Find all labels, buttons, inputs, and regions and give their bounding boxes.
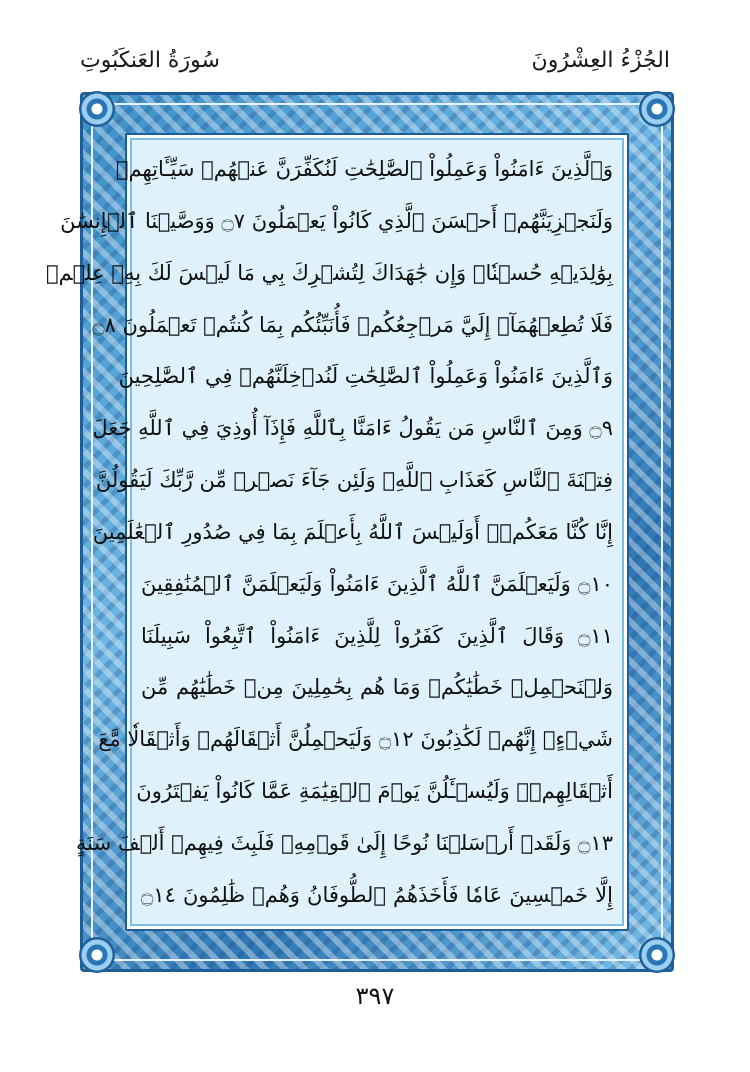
- text-line: فَلَا تُطِعۡهُمَآۚ إِلَيَّ مَرۡجِعُكُمۡ فَأُنَبِّئُكُم بِمَا كُنتُمۡ تَعۡمَلُونَ ۝٨: [92, 312, 613, 337]
- corner-ornament-icon: [639, 91, 675, 127]
- text-line: بِوَٰلِدَيۡهِ حُسۡنٗاۖ وَإِن جَٰهَدَاكَ لِتُشۡرِكَ بِي مَا لَيۡسَ لَكَ بِهِۦ عِلۡمٞ: [46, 260, 613, 285]
- quran-text-panel: [46, 133, 629, 931]
- text-line: إِنَّا كُنَّا مَعَكُمۡۚ أَوَلَيۡسَ ٱللَّهُ بِأَعۡلَمَ بِمَا فِي صُدُورِ ٱلۡعَٰلَمِينَ: [92, 519, 613, 544]
- text-line: شَيۡءٍۖ إِنَّهُمۡ لَكَٰذِبُونَ ۝١٢ وَلَيَحۡمِلُنَّ أَثۡقَالَهُمۡ وَأَثۡقَالٗا مَّعَ: [98, 727, 613, 752]
- page-number: ٣٩٧: [355, 982, 395, 1010]
- verse-lines: [46, 149, 613, 915]
- surah-title: سُورَةُ العَنكَبُوتِ: [80, 48, 220, 73]
- text-line: فِتۡنَةَ ٱلنَّاسِ كَعَذَابِ ٱللَّهِۖ وَلَئِن جَآءَ نَصۡرٞ مِّن رَّبِّكَ لَيَقُولُنَّ: [95, 468, 613, 493]
- corner-ornament-icon: [79, 91, 115, 127]
- text-line: أَثۡقَالِهِمۡۖ وَلَيُسۡـَٔلُنَّ يَوۡمَ ٱلۡقِيَٰمَةِ عَمَّا كَانُواْ يَفۡتَرُونَ: [136, 779, 613, 804]
- corner-ornament-icon: [639, 937, 675, 973]
- juz-title: الجُزْءُ العِشْرُونَ: [531, 48, 670, 73]
- text-line: وَٱلَّذِينَ ءَامَنُواْ وَعَمِلُواْ ٱلصَّٰلِحَٰتِ لَنُدۡخِلَنَّهُمۡ فِي ٱلصَّٰلِحِينَ: [118, 364, 613, 389]
- page-header: [80, 48, 670, 88]
- text-line: ۝٩ وَمِنَ ٱلنَّاسِ مَن يَقُولُ ءَامَنَّا بِٱللَّهِ فَإِذَآ أُوذِيَ فِي ٱللَّهِ جَعَلَ: [92, 416, 613, 441]
- text-line: ۝١٠ وَلَيَعۡلَمَنَّ ٱللَّهُ ٱلَّذِينَ ءَامَنُواْ وَلَيَعۡلَمَنَّ ٱلۡمُنَٰفِقِينَ: [141, 571, 613, 596]
- text-line: وَلۡنَحۡمِلۡ خَطَٰيَٰكُمۡ وَمَا هُم بِحَٰمِلِينَ مِنۡ خَطَٰيَٰهُم مِّن: [141, 675, 613, 700]
- text-line: ۝١٣ وَلَقَدۡ أَرۡسَلۡنَا نُوحًا إِلَىٰ قَوۡمِهِۦ فَلَبِثَ فِيهِمۡ أَلۡفَ سَنَةٍ: [76, 830, 613, 855]
- decorative-frame: [46, 92, 674, 972]
- text-line: إِلَّا خَمۡسِينَ عَامٗا فَأَخَذَهُمُ ٱلطُّوفَانُ وَهُمۡ ظَٰلِمُونَ ۝١٤: [141, 882, 613, 907]
- corner-ornament-icon: [79, 937, 115, 973]
- text-line: ۝١١ وَقَالَ ٱلَّذِينَ كَفَرُواْ لِلَّذِينَ ءَامَنُواْ ٱتَّبِعُواْ سَبِيلَنَا: [141, 623, 613, 648]
- text-line: وَلَنَجۡزِيَنَّهُمۡ أَحۡسَنَ ٱلَّذِي كَانُواْ يَعۡمَلُونَ ۝٧ وَوَصَّيۡنَا ٱلۡإِنسَٰنَ: [60, 208, 613, 233]
- text-line: وَٱلَّذِينَ ءَامَنُواْ وَعَمِلُواْ ٱلصَّٰلِحَٰتِ لَنُكَفِّرَنَّ عَنۡهُمۡ سَيِّـَٔاتِهِمۡ: [115, 157, 613, 181]
